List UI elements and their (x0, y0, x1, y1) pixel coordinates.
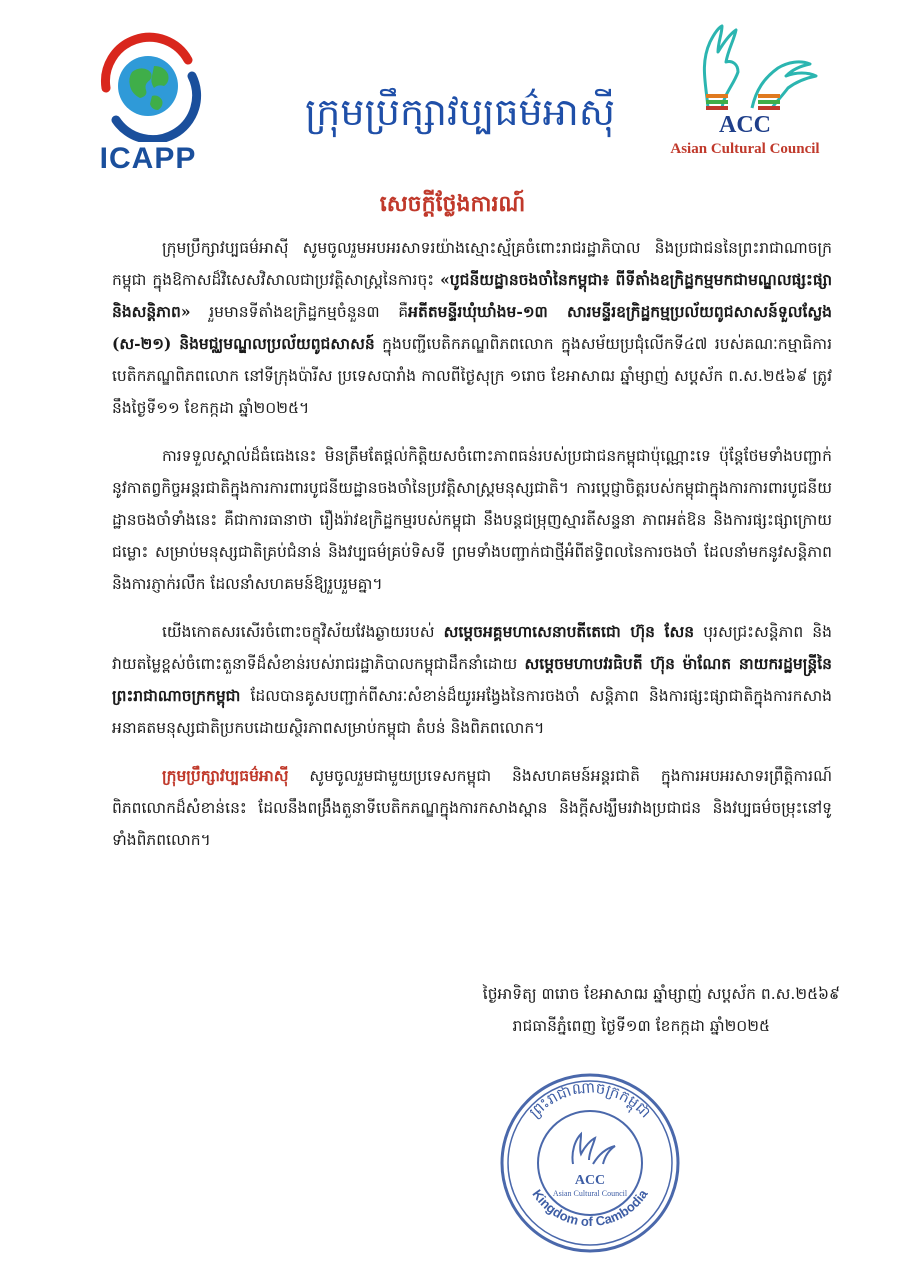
paragraph-bold-text: សម្តេចមហាបវរធិបតី ហ៊ុន ម៉ាណែត នាយករដ្ឋមន្ត្រីនៃព្រះរាជាណាចក្រកម្ពុជា (112, 654, 832, 705)
seal-stamp-icon (495, 1068, 685, 1258)
seal-center-subtitle: Asian Cultural Council (552, 1189, 628, 1198)
seal-center-label: ACC (574, 1173, 606, 1188)
dancing-hands-icon (660, 20, 830, 112)
paragraph-text: យើងកោតសរសើរចំពោះចក្ខុវិស័យវែងឆ្ងាយរបស់ (162, 623, 444, 641)
svg-text:ព្រះរាជាណាចក្រកម្ពុជា (526, 1078, 655, 1121)
gregorian-date-line: រាជធានីភ្នំពេញ ថ្ងៃទី១៣ ខែកក្កដា ឆ្នាំ២០២៥ (512, 1017, 770, 1035)
paragraph (112, 616, 832, 744)
icapp-wordmark: ICAPP (99, 142, 197, 175)
seal-top-text: ព្រះរាជាណាចក្រកម្ពុជា (525, 1078, 655, 1122)
lunar-date-line: ថ្ងៃអាទិត្យ ៣រោច ខែអាសាឍ ឆ្នាំម្សាញ់ សប្តស័ក ព.ស.២៥៦៩ (482, 985, 840, 1003)
icapp-logo (88, 22, 208, 182)
acc-logo (660, 20, 830, 170)
paragraph-text: រួមមានទីតាំងឧក្រិដ្ឋកម្មចំនួន៣ គឺ (190, 303, 409, 321)
acc-wordmark: ACC (719, 112, 771, 138)
paragraph-text: ក្នុងបញ្ជីបេតិកភណ្ឌពិភពលោក ក្នុងសម័យប្រជុំលើកទី៤៧ របស់គណៈកម្មាធិការបេតិកភណ្ឌពិភពលោក នៅទីក្រុងប៉ារីស ប្រទេសបារាំង កាលពីថ្ងៃសុក្រ ១រោច ខែអាសាឍ ឆ្នាំម្សាញ់ សប្តស័ក ព.ស.២៥៦៩ ត្រូវនឹងថ្ងៃទី១១ ខែកក្កដា ឆ្នាំ២០២៥។ (112, 335, 832, 417)
paragraph-text: ក្រុមប្រឹក្សាវប្បធម៌អាស៊ី សូមចូលរួមអបអរសាទរយ៉ាងស្មោះស្ម័គ្រចំពោះរាជរដ្ឋាភិបាល និងប្រជាជននៃព្រះរាជាណាចក្រកម្ពុជា ក្នុងឱកាសដ៏វិសេសវិសាលជាប្រវត្តិសាស្ត្រនៃការចុះ (112, 239, 832, 289)
paragraph-text: ការទទួលស្គាល់ដ៏ធំធេងនេះ មិនត្រឹមតែផ្តល់កិត្តិយសចំពោះភាពធន់របស់ប្រជាជនកម្ពុជាប៉ុណ្ណោះទេ ប៉ុន្តែថែមទាំងបញ្ជាក់នូវកាតព្វកិច្ចអន្តរជាតិក្នុងការការពារបូជនីយដ្ឋានចងចាំនៃប្រវត្តិសាស្ត្រមនុស្សជាតិ។ ការប្តេជ្ញាចិត្តរបស់កម្ពុជាក្នុងការការពារបូជនីយដ្ឋានចងចាំទាំងនេះ គឺជាការធានាថា រឿងរ៉ាវឧក្រិដ្ឋកម្មរបស់កម្ពុជា នឹងបន្តជម្រុញស្មារតីសន្ទនា ភាពអត់ឱន និងការផ្សះផ្សាក្រោយជម្លោះ សម្រាប់មនុស្សជាតិគ្រប់ជំនាន់ និងវប្បធម៌គ្រប់ទិសទី ព្រមទាំងបញ្ជាក់ជាថ្មីអំពីឥទ្ធិពលនៃការចងចាំ ដែលនាំមកនូវសន្តិភាព និងការភ្ញាក់រលឹក ដែលនាំសហគមន៍ឱ្យរួបរួមគ្នា។ (112, 447, 832, 593)
paragraph-bold-text: អតីតមន្ទីរឃុំឃាំងម-១៣ សារមន្ទីរឧក្រិដ្ឋកម្មប្រល័យពូជសាសន៍ទួលស្លែង (ស-២១) និងមជ្ឈមណ្ឌលប្រល័យពូជសាសន៍ (112, 302, 832, 353)
paragraph (112, 760, 832, 856)
seal-bottom-text: Kingdom of Cambodia (529, 1186, 651, 1230)
paragraph-bold-text: «បូជនីយដ្ឋានចងចាំនៃកម្ពុជា៖ ពីទីតាំងឧក្រិដ្ឋកម្មមកជាមណ្ឌលផ្សះផ្សា និងសន្តិភាព» (112, 270, 832, 321)
paragraph (112, 232, 832, 424)
paragraph-text: បុរសជ្រះសន្តិភាព និងវាយតម្លៃខ្ពស់ចំពោះតួនាទីដ៏សំខាន់របស់រាជរដ្ឋាភិបាលកម្ពុជាដឹកនាំដោយ (112, 623, 832, 673)
date-block (320, 978, 840, 1042)
paragraph-bold-text: សម្តេចអគ្គមហាសេនាបតីតេជោ ហ៊ុន សែន (443, 622, 695, 641)
document-title: សេចក្តីថ្លែងការណ៍ (379, 191, 526, 217)
acc-subtitle: Asian Cultural Council (670, 141, 820, 157)
paragraph-text: សូមចូលរួមជាមួយប្រទេសកម្ពុជា និងសហគមន៍អន្តរជាតិ ក្នុងការអបអរសាទរព្រឹត្តិការណ៍ពិភពលោកដ៏សំខាន់នេះ ដែលនឹងពង្រឹងតួនាទីបេតិកភណ្ឌក្នុងការកសាងស្ពាន និងក្តីសង្ឃឹមរវាងប្រជាជន និងវប្បធម៌ចម្រុះនៅទូទាំងពិភពលោក។ (112, 767, 832, 849)
official-seal (495, 1068, 685, 1258)
paragraph-red-text: ក្រុមប្រឹក្សាវប្បធម៌អាស៊ី (162, 766, 289, 785)
document-body (112, 232, 832, 872)
globe-icon (88, 22, 208, 142)
organization-title: ក្រុមប្រឹក្សាវប្បធម៌អាស៊ី (304, 90, 616, 134)
paragraph-text: ដែលបានគូសបញ្ជាក់ពីសារៈសំខាន់ដ៏យូរអង្វែងនៃការចងចាំ សន្តិភាព និងការផ្សះផ្សាជាតិក្នុងការកសាងអនាគតមនុស្សជាតិប្រកបដោយស្ថិរភាពសម្រាប់កម្ពុជា តំបន់ និងពិភពលោក។ (112, 687, 832, 737)
paragraph (112, 440, 832, 600)
letterhead (0, 0, 905, 180)
